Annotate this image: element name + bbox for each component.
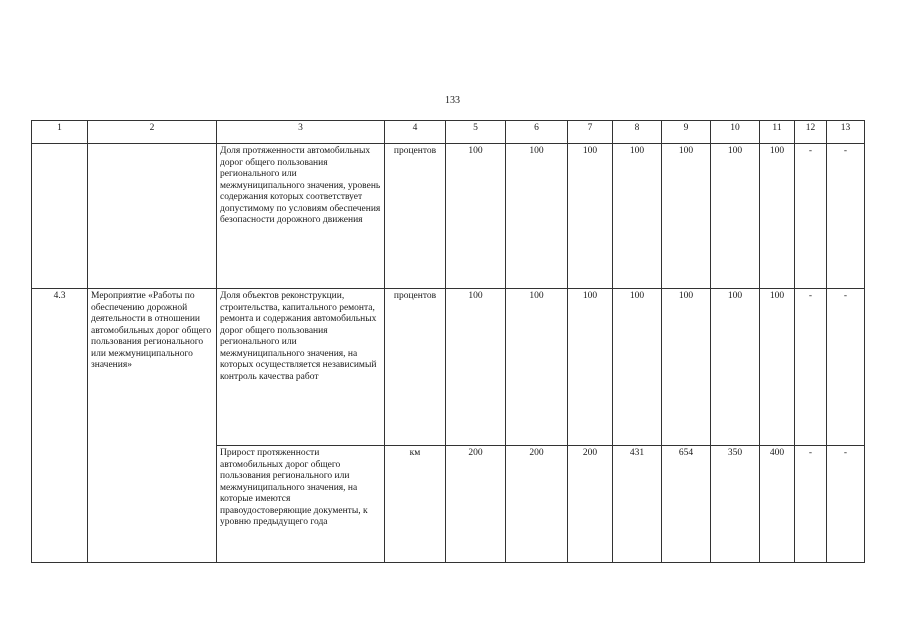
indicator-cell: Прирост протяженности автомобильных дорог общего пользования регионального или межмуниципального значения, на которые имеются правоудостоверяющие документы, к уровню предыдущего года bbox=[217, 446, 385, 563]
value-cell: 100 bbox=[506, 144, 568, 289]
value-cell: 100 bbox=[568, 289, 613, 446]
value-cell: - bbox=[795, 144, 827, 289]
header-cell: 11 bbox=[760, 121, 795, 144]
header-row bbox=[32, 121, 865, 144]
header-cell: 9 bbox=[662, 121, 711, 144]
value-cell: - bbox=[795, 289, 827, 446]
indicators-table bbox=[31, 120, 865, 563]
value-cell: 100 bbox=[760, 144, 795, 289]
value-cell: - bbox=[795, 446, 827, 563]
row-number-cell bbox=[32, 144, 88, 289]
indicator-cell: Доля объектов реконструкции, строительства, капитального ремонта, ремонта и содержания автомобильных дорог общего пользования регионального или межмуниципального значения, на которых осуществляется независимый контроль качества работ bbox=[217, 289, 385, 446]
value-cell: - bbox=[827, 289, 865, 446]
header-cell: 5 bbox=[446, 121, 506, 144]
unit-cell: км bbox=[385, 446, 446, 563]
event-cell bbox=[88, 144, 217, 289]
value-cell: 100 bbox=[446, 144, 506, 289]
value-cell: 100 bbox=[711, 144, 760, 289]
indicator-cell: Доля протяженности автомобильных дорог общего пользования регионального или межмуниципального значения, уровень содержания которых соответствует допустимому по условиям обеспечения безопасности дорожного движения bbox=[217, 144, 385, 289]
value-cell: 100 bbox=[662, 289, 711, 446]
row-number-cell: 4.3 bbox=[32, 289, 88, 563]
header-cell: 12 bbox=[795, 121, 827, 144]
value-cell: 400 bbox=[760, 446, 795, 563]
value-cell: 654 bbox=[662, 446, 711, 563]
header-cell: 8 bbox=[613, 121, 662, 144]
value-cell: 100 bbox=[760, 289, 795, 446]
header-cell: 1 bbox=[32, 121, 88, 144]
value-cell: 100 bbox=[662, 144, 711, 289]
header-cell: 2 bbox=[88, 121, 217, 144]
value-cell: 100 bbox=[506, 289, 568, 446]
header-cell: 3 bbox=[217, 121, 385, 144]
value-cell: 100 bbox=[711, 289, 760, 446]
table-row bbox=[32, 144, 865, 289]
value-cell: 200 bbox=[446, 446, 506, 563]
value-cell: 350 bbox=[711, 446, 760, 563]
value-cell: - bbox=[827, 144, 865, 289]
value-cell: 200 bbox=[568, 446, 613, 563]
header-cell: 6 bbox=[506, 121, 568, 144]
value-cell: - bbox=[827, 446, 865, 563]
table-row bbox=[32, 289, 865, 446]
event-cell: Мероприятие «Работы по обеспечению дорожной деятельности в отношении автомобильных дорог общего пользования регионального или межмуниципального значения» bbox=[88, 289, 217, 563]
value-cell: 200 bbox=[506, 446, 568, 563]
unit-cell: процентов bbox=[385, 289, 446, 446]
unit-cell: процентов bbox=[385, 144, 446, 289]
page-number: 133 bbox=[445, 95, 460, 106]
value-cell: 100 bbox=[446, 289, 506, 446]
header-cell: 4 bbox=[385, 121, 446, 144]
value-cell: 100 bbox=[613, 144, 662, 289]
value-cell: 100 bbox=[613, 289, 662, 446]
header-cell: 7 bbox=[568, 121, 613, 144]
header-cell: 13 bbox=[827, 121, 865, 144]
value-cell: 100 bbox=[568, 144, 613, 289]
header-cell: 10 bbox=[711, 121, 760, 144]
value-cell: 431 bbox=[613, 446, 662, 563]
